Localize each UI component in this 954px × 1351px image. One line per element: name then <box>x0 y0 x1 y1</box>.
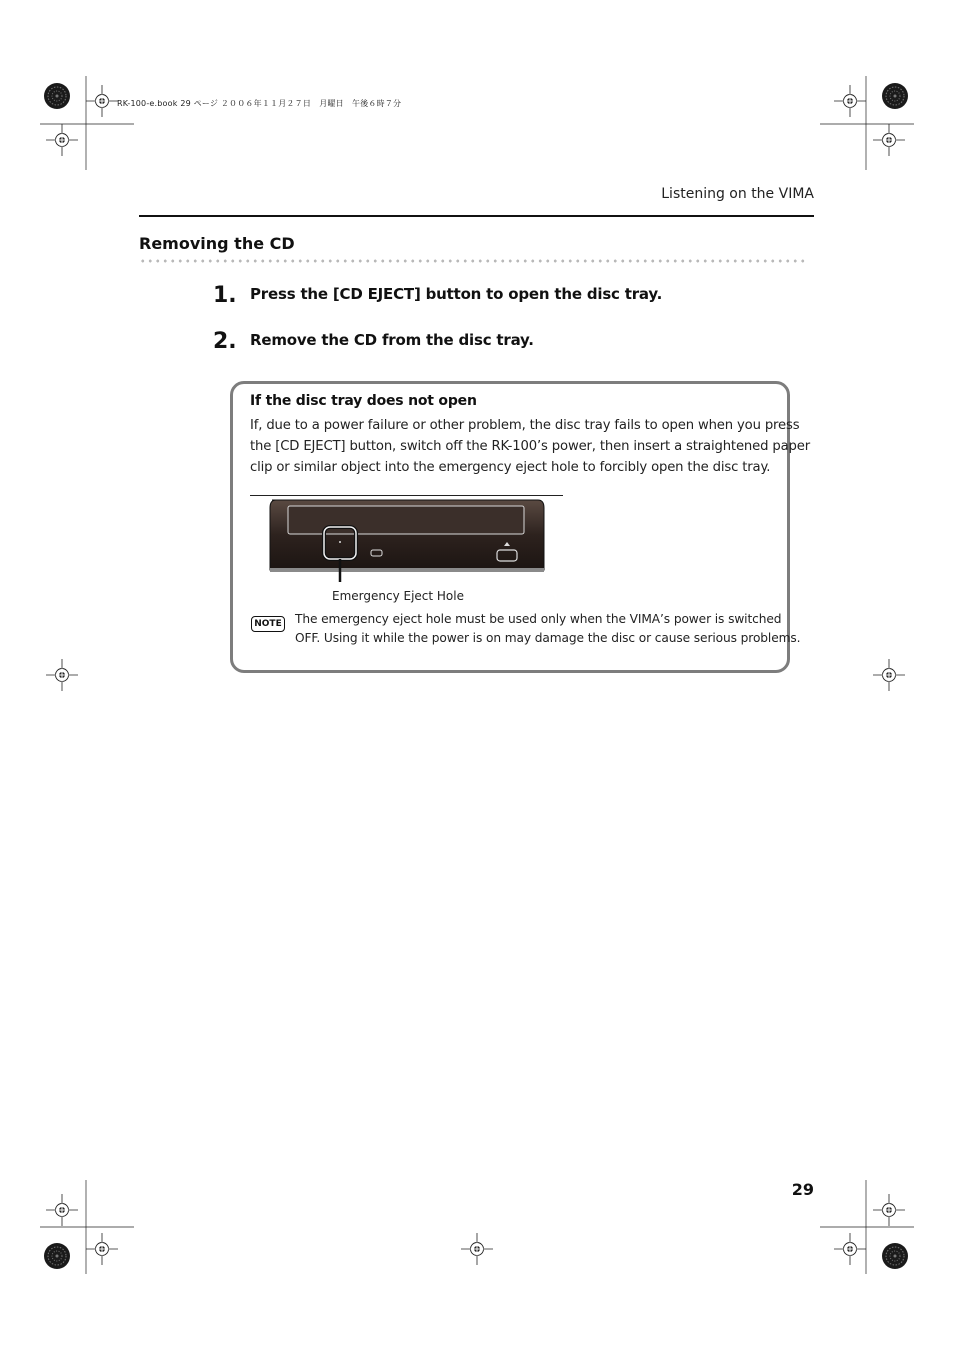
registration-burst-icon <box>882 1243 908 1269</box>
registration-burst-icon <box>44 1243 70 1269</box>
tip-box-text-line: If, due to a power failure or other problem, the disc tray fails to open when you press <box>250 418 800 433</box>
registration-cross-icon <box>461 1233 493 1265</box>
note-text-line: OFF. Using it while the power is on may damage the disc or cause serious problems. <box>295 631 801 645</box>
header-rule <box>139 215 814 217</box>
registration-cross-icon <box>86 85 118 117</box>
step-text: Remove the CD from the disc tray. <box>250 331 534 349</box>
registration-cross-icon <box>86 1233 118 1265</box>
registration-cross-icon <box>873 659 905 691</box>
tip-box-text-line: clip or similar object into the emergency eject hole to forcibly open the disc tray. <box>250 460 771 475</box>
running-header: Listening on the VIMA <box>661 186 814 202</box>
step-text: Press the [CD EJECT] button to open the disc tray. <box>250 285 663 303</box>
print-info: RK-100-e.book 29 ページ ２００６年１１月２７日 月曜日 午後６時７分 <box>117 99 402 108</box>
note-badge: NOTE <box>251 616 285 632</box>
dotted-divider <box>139 259 805 263</box>
section-title: Removing the CD <box>139 234 295 253</box>
registration-cross-icon <box>873 124 905 156</box>
registration-cross-icon <box>46 124 78 156</box>
registration-cross-icon <box>834 1233 866 1265</box>
note-text-line: The emergency eject hole must be used only when the VIMA’s power is switched <box>295 612 782 626</box>
cd-drive-illustration <box>268 496 546 582</box>
figure-caption: Emergency Eject Hole <box>332 589 464 603</box>
registration-burst-icon <box>882 83 908 109</box>
page-number: 29 <box>791 1180 814 1199</box>
step-number: 1. <box>213 283 237 308</box>
registration-burst-icon <box>44 83 70 109</box>
registration-cross-icon <box>873 1194 905 1226</box>
tip-box-text-line: the [CD EJECT] button, switch off the RK-100’s power, then insert a straightened paper <box>250 439 810 454</box>
tip-box-title: If the disc tray does not open <box>250 393 477 409</box>
registration-cross-icon <box>46 659 78 691</box>
step-number: 2. <box>213 329 237 354</box>
registration-cross-icon <box>834 85 866 117</box>
registration-cross-icon <box>46 1194 78 1226</box>
